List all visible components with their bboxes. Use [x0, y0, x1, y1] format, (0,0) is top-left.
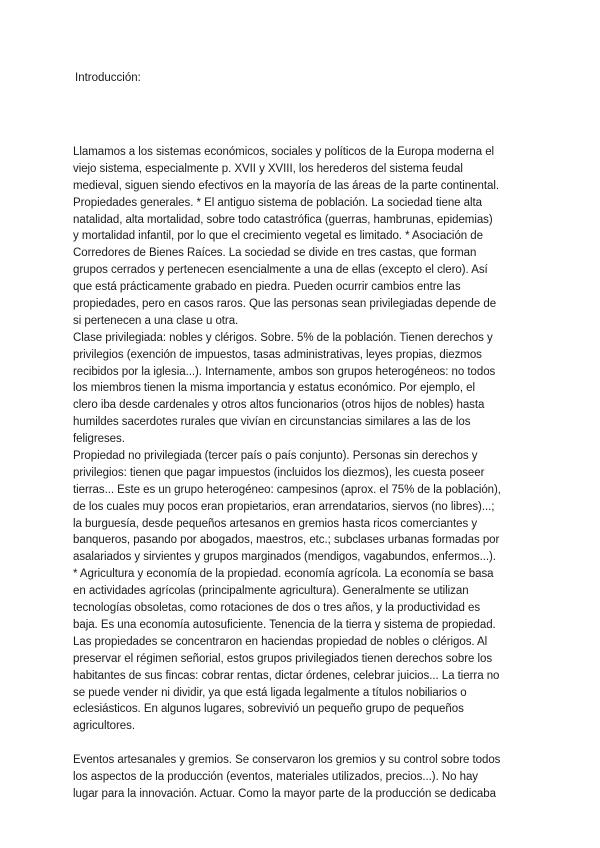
text-line: viejo sistema, especialmente p. XVII y XVIII, los herederos del sistema feudal [73, 162, 463, 175]
text-line: en actividades agrícolas (principalmente agricultura). Generalmente se utilizan [73, 585, 469, 598]
text-line: los aspectos de la producción (eventos, materiales utilizados, precios...). No hay [73, 770, 478, 783]
text-line: Clase privilegiada: nobles y clérigos. Sobre. 5% de la población. Tienen derechos y [73, 331, 493, 344]
text-line: feligreses. [73, 433, 125, 446]
paragraph [73, 752, 533, 803]
text-line: propiedades, pero en casos raros. Que las personas sean privilegiadas depende de [73, 298, 497, 311]
text-line: clero iba desde cardenales y otros altos funcionarios (otros hijos de nobles) hasta [73, 399, 485, 412]
text-line: agricultores. [73, 720, 135, 733]
paragraph [73, 144, 533, 735]
text-line: y mortalidad infantil, por lo que el crecimiento vegetal es limitado. * Asociación de [73, 230, 483, 243]
text-line: habitantes de sus fincas: cobrar rentas, dictar órdenes, celebrar juicios... La tierra no [73, 669, 500, 682]
text-line: tecnologías obsoletas, como rotaciones de dos o tres años, y la productividad es [73, 602, 481, 615]
text-line: Llamamos a los sistemas económicos, sociales y políticos de la Europa moderna el [73, 146, 495, 158]
text-line: Propiedad no privilegiada (tercer país o país conjunto). Personas sin derechos y [73, 450, 478, 463]
text-line: privilegios (exención de impuestos, tasas administrativas, leyes propias, diezmos [73, 348, 482, 361]
text-line: humildes sacerdotes rurales que vivían en circunstancias similares a las de los [73, 416, 471, 429]
text-line: banqueros, pasando por abogados, maestros, etc.; subclases urbanas formadas por [73, 534, 500, 547]
text-line: preservar el régimen señorial, estos grupos privilegiados tienen derechos sobre los [73, 652, 493, 665]
text-line: medieval, siguen siendo efectivos en la mayoría de las áreas de la parte continental. [73, 179, 499, 192]
text-line: baja. Es una economía autosuficiente. Tenencia de la tierra y sistema de propiedad. [73, 618, 496, 631]
section-heading: Introducción: [75, 72, 141, 84]
text-line: recibidos por la iglesia...). Internamente, ambos son grupos heterogéneos: no todos [73, 365, 496, 378]
text-line: Eventos artesanales y gremios. Se conservaron los gremios y su control sobre todos [73, 754, 501, 767]
text-line: Las propiedades se concentraron en haciendas propiedad de nobles o clérigos. Al [73, 635, 488, 648]
body-text [73, 144, 533, 803]
text-line: * Agricultura y economía de la propiedad. economía agrícola. La economía se basa [73, 568, 494, 581]
text-line: Corredores de Bienes Raíces. La sociedad se divide en tres castas, que forman [73, 247, 477, 260]
text-line: asalariados y sirvientes y grupos marginados (mendigos, vagabundos, enfermos...). [73, 551, 496, 564]
text-line: de los cuales muy pocos eran propietarios, eran arrendatarios, siervos (no libres)...; [73, 500, 495, 513]
text-line: privilegios: tienen que pagar impuestos (incluidos los diezmos), les cuesta poseer [73, 466, 485, 479]
text-line: los miembros tienen la misma importancia y estatus económico. Por ejemplo, el [73, 382, 476, 395]
paragraph-gap [73, 735, 533, 752]
text-line: si pertenecen a una clase u otra. [73, 314, 239, 327]
text-line: grupos cerrados y pertenecen esencialmente a una de ellas (excepto el clero). Así [73, 264, 488, 277]
text-line: Propiedades generales. * El antiguo sistema de población. La sociedad tiene alta [73, 196, 483, 209]
text-line: que está prácticamente grabado en piedra. Pueden ocurrir cambios entre las [73, 281, 461, 294]
text-line: eclesiásticos. En algunos lugares, sobrevivió un pequeño grupo de pequeños [73, 703, 464, 716]
text-line: se puede vender ni dividir, ya que está ligada legalmente a títulos nobiliarios o [73, 686, 467, 699]
text-line: natalidad, alta mortalidad, sobre todo catastrófica (guerras, hambrunas, epidemias) [73, 213, 493, 226]
text-line: lugar para la innovación. Actuar. Como la mayor parte de la producción se dedicaba [73, 787, 496, 800]
text-line: tierras... Este es un grupo heterogéneo: campesinos (aprox. el 75% de la población), [73, 483, 501, 496]
text-line: la burguesía, desde pequeños artesanos en gremios hasta ricos comerciantes y [73, 517, 478, 530]
